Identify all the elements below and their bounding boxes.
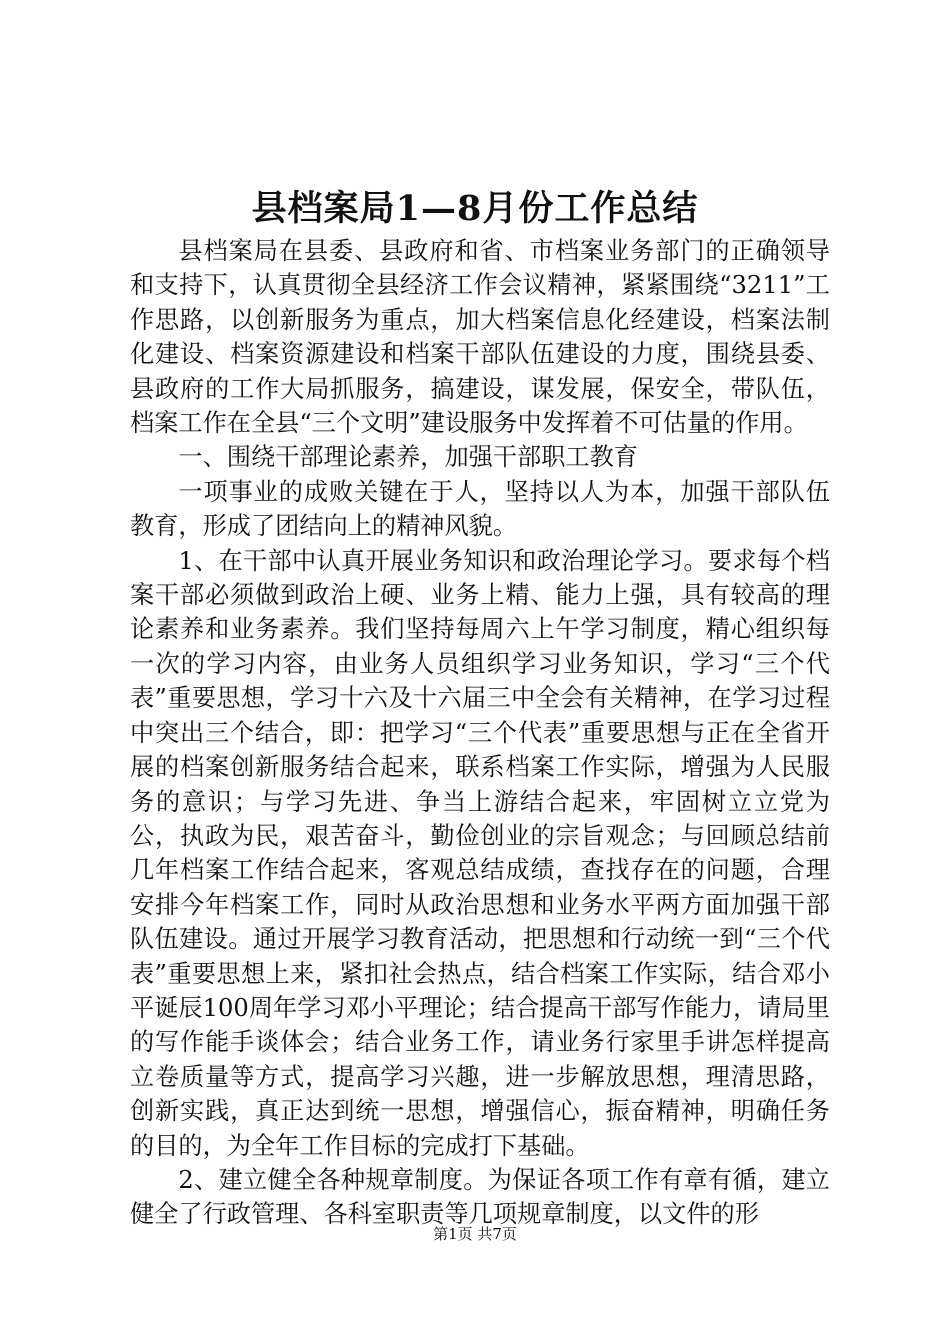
paragraph-item-1: 1、在干部中认真开展业务知识和政治理论学习。要求每个档案干部必须做到政治上硬、业务上精、能力上强，具有较高的理论素养和业务素养。我们坚持每周六上午学习制度，精心组织每一次的学习内容，由业务人员组织学习业务知识，学习“三个代表”重要思想，学习十六及十六届三中全会有关精神，在学习过程中突出三个结合，即：把学习“三个代表”重要思想与正在全省开展的档案创新服务结合起来，联系档案工作实际，增强为人民服务的意识；与学习先进、争当上游结合起来，牢固树立立党为公，执政为民，艰苦奋斗，勤俭创业的宗旨观念；与回顾总结前几年档案工作结合起来，客观总结成绩，查找存在的问题，合理安排今年档案工作，同时从政治思想和业务水平两方面加强干部队伍建设。通过开展学习教育活动，把思想和行动统一到“三个代表”重要思想上来，紧扣社会热点，结合档案工作实际，结合邓小平诞辰100周年学习邓小平理论；结合提高干部写作能力，请局里的写作能手谈体会；结合业务工作，请业务行家里手讲怎样提高立卷质量等方式，提高学习兴趣，进一步解放思想，理清思路，创新实践，真正达到统一思想，增强信心，振奋精神，明确任务的目的，为全年工作目标的完成打下基础。: [130, 546, 830, 1160]
section-heading-1: 一、围绕干部理论素养，加强干部职工教育: [178, 443, 638, 472]
page-indicator: 第1页 共7页: [433, 1225, 517, 1243]
document-title: 县档案局1—8月份工作总结: [251, 188, 699, 229]
paragraph-intro: 县档案局在县委、县政府和省、市档案业务部门的正确领导和支持下，认真贯彻全县经济工作会议精神，紧紧围绕“3211”工作思路，以创新服务为重点，加大档案信息化经建设，档案法制化建设、档案资源建设和档案干部队伍建设的力度，围绕县委、县政府的工作大局抓服务，搞建设，谋发展，保安全，带队伍，档案工作在全县“三个文明”建设服务中发挥着不可估量的作用。: [130, 237, 830, 438]
paragraph-item-2: 2、建立健全各种规章制度。为保证各项工作有章有循，建立健全了行政管理、各科室职责等几项规章制度，以文件的形: [130, 1165, 830, 1229]
document-body: [130, 234, 830, 1232]
paragraph-section-intro: 一项事业的成败关键在于人，坚持以人为本，加强干部队伍教育，形成了团结向上的精神风貌。: [130, 477, 830, 541]
